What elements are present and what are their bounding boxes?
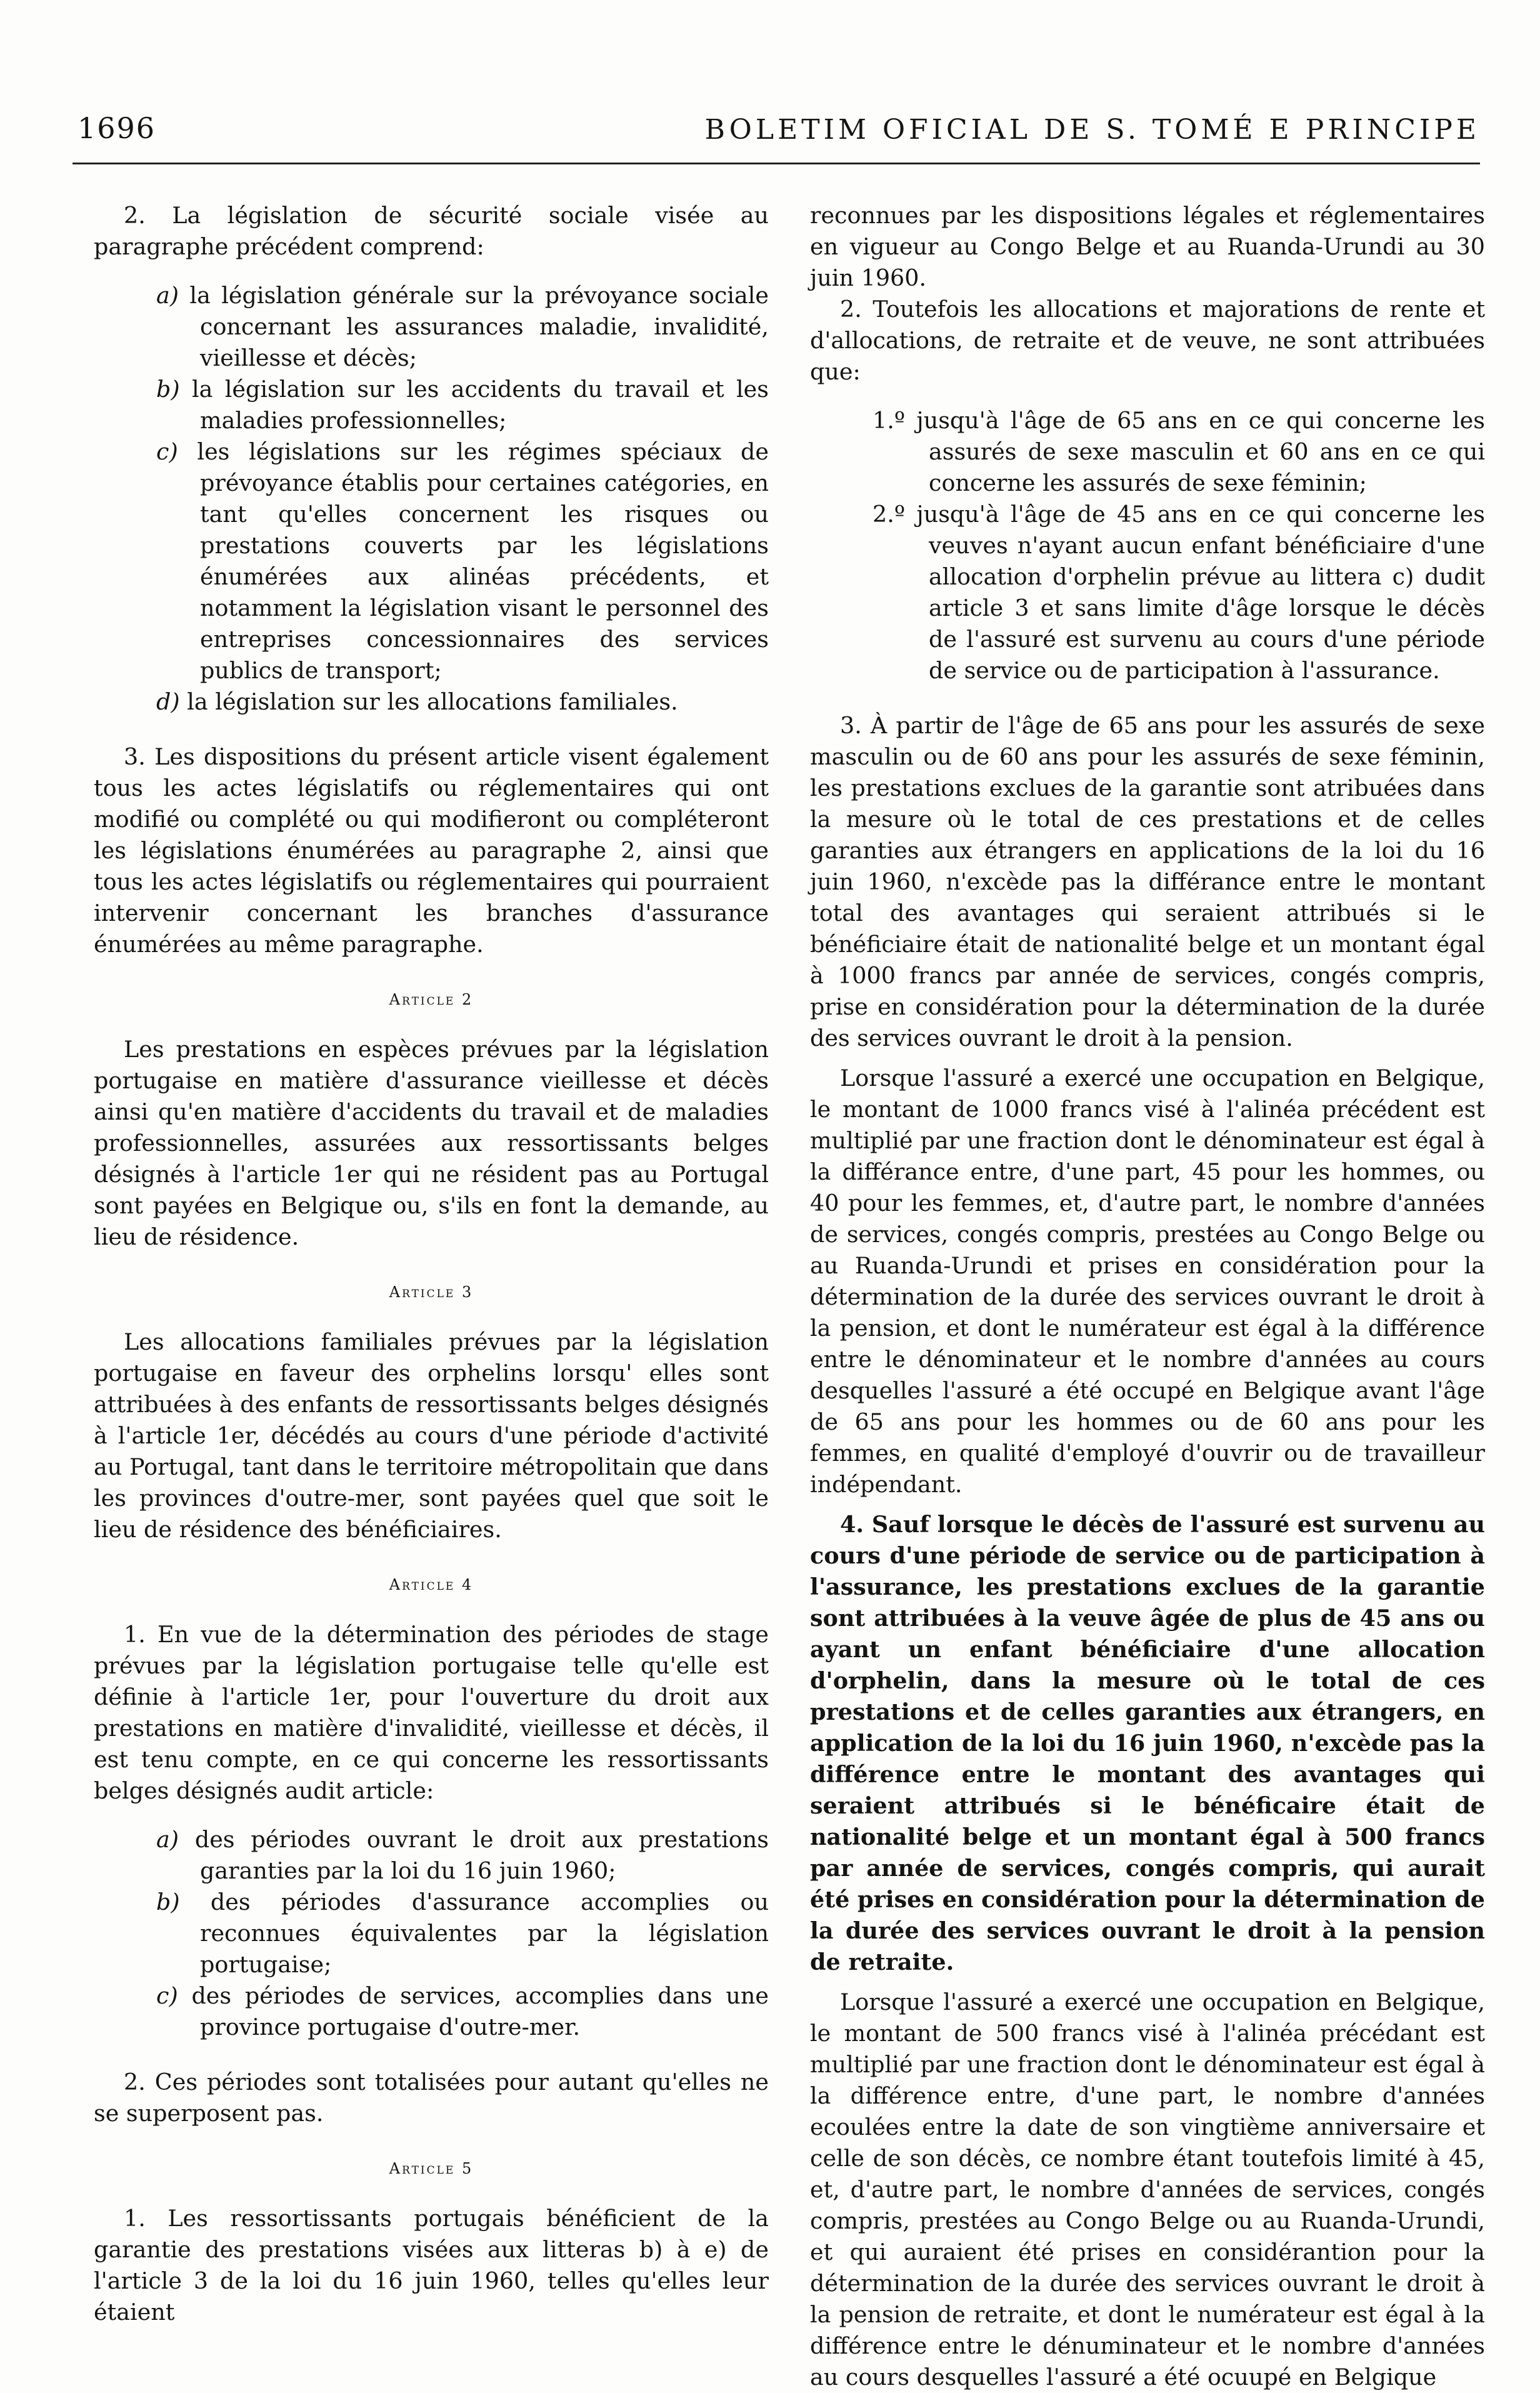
header-rule [72, 163, 1480, 164]
list-marker: a) [156, 282, 179, 309]
age-limit-list [810, 405, 1485, 686]
right-column [810, 200, 1485, 2393]
list-item [94, 1980, 769, 2043]
article-4-paragraph-2: 2. Ces périodes sont totalisées pour autant qu'elles ne se superposent pas. [94, 2069, 769, 2127]
paragraph-2: 2. La législation de sécurité sociale visée au paragraphe précédent comprend: [94, 202, 769, 260]
list-item-text: la législation sur les allocations familiales. [187, 688, 678, 715]
list-item [94, 686, 769, 718]
page-header [0, 0, 1540, 188]
list-marker: b) [156, 1889, 180, 1915]
paragraph-4: 4. Sauf lorsque le décès de l'assuré est survenu au cours d'une période de service ou de participation à l'assurance, les prestations exclues de la garantie sont attribuées à la veuve âgée de plus de 45 ans ou ayant un enfant bénéficiaire d'une allocation d'orphelin, dans la mesure où le total de ces prestations et de celles garanties aux étrangers, en application de la loi du 16 juin 1960, n'excède pas la différence entre le montant des avantages qui seraient attribués si le bénéficaire était de nationalité belge et un montant égal à 500 francs par année de services, congés compris, qui aurait été prises en considération pour la détermination de la durée des services ouvrant le droit à la pension de retraite. [810, 1511, 1485, 1975]
list-marker: d) [156, 688, 180, 715]
list-item-text: jusqu'à l'âge de 45 ans en ce qui concerne les veuves n'ayant aucun enfant bénéficiaire d'une allocation d'orphelin prévue au littera c) dudit article 3 et sans limite d'âge lorsque le décès de l'assuré est survenu au cours d'une période de service ou de participation à l'assurance. [916, 501, 1485, 684]
list-item-text: des périodes de services, accomplies dans une province portugaise d'outre-mer. [191, 1982, 769, 2040]
left-column [94, 200, 769, 2328]
legislation-list [94, 280, 769, 718]
article-5-paragraph-1: 1. Les ressortissants portugais bénéficient de la garantie des prestations visées aux litteras b) à e) de l'article 3 de la loi du 16 juin 1960, telles qu'elles leur étaient [94, 2205, 769, 2325]
article-4-paragraph-1: 1. En vue de la détermination des périodes de stage prévues par la législation portugaise telle qu'elle est définie à l'article 1er, pour l'ouverture du droit aux prestations en matière d'invalidité, vieillesse et décès, il est tenu compte, en ce qui concerne les ressortissants belges désignés audit article: [94, 1621, 769, 1804]
article-2-heading: Article 2 [389, 991, 474, 1008]
paragraph-3: 3. À partir de l'âge de 65 ans pour les assurés de sexe masculin ou de 60 ans pour les assurés de sexe féminin, les prestations exclues de la garantie sont atribuées dans la mesure où le total de ces prestations et de celles garanties aux étrangers en applications de la loi du 16 juin 1960, n'excède pas la différance entre le montant total des avantages qui seraient attribués si le bénéficiaire était de nationalité belge et un montant égal à 1000 francs par année de services, congés compris, prise en considération pour la détermination de la durée des services ouvrant le droit à la pension. [810, 712, 1485, 1051]
list-marker: c) [156, 438, 178, 465]
list-item [810, 405, 1485, 499]
paragraph-2: 2. Toutefois les allocations et majorations de rente et d'allocations, de retraite et de veuve, ne sont attribuées que: [810, 296, 1485, 385]
article-4-heading: Article 4 [389, 1576, 474, 1593]
list-item-text: jusqu'à l'âge de 65 ans en ce qui concerne les assurés de sexe masculin et 60 ans en ce qui concerne les assurés de sexe féminin; [916, 407, 1485, 496]
list-marker: c) [156, 1982, 178, 2009]
list-marker: 2.º [872, 501, 905, 528]
list-item-text: des périodes d'assurance accomplies ou reconnues équivalentes par la législation portugaise; [200, 1889, 769, 1978]
periods-list [94, 1824, 769, 2043]
list-item [94, 436, 769, 686]
list-item [94, 1887, 769, 1980]
list-item-text: la législation sur les accidents du travail et les maladies professionnelles; [191, 376, 769, 434]
page-number: 1696 [78, 111, 156, 145]
article-5-heading: Article 5 [389, 2160, 474, 2177]
journal-title: BOLETIM OFICIAL DE S. TOMÉ E PRINCIPE [704, 114, 1480, 146]
paragraph-4-continued: Lorsque l'assuré a exercé une occupation en Belgique, le montant de 500 francs visé à l'alinéa précédant est multiplié par une fraction dont le dénominateur est égal à la différence entre, d'une part, le nombre d'années ecoulées entre la date de son vingtième anniversaire et celle de son décès, ce nombre étant toutefois limité à 45, et, d'autre part, le nombre d'années de services, congés compris, prestées au Congo Belge ou au Ruanda-Urundi, et qui auraient été prises en considérantion pour la détermination de la durée des services ouvrant le droit à la pension de retraite, et dont le numérateur est égal à la différence entre le dénuminateur et le nombre d'années au cours desquelles l'assuré a été ocuupé en Belgique [810, 1989, 1485, 2390]
article-2-text: Les prestations en espèces prévues par la législation portugaise en matière d'assurance vieillesse et décès ainsi qu'en matière d'accidents du travail et de maladies professionnelles, assurées aux ressortissants belges désignés à l'article 1er qui ne résident pas au Portugal sont payées en Belgique ou, s'ils en font la demande, au lieu de résidence. [94, 1036, 769, 1250]
list-marker: b) [156, 376, 180, 403]
list-marker: 1.º [872, 407, 905, 434]
list-item [94, 1824, 769, 1887]
paragraph-3: 3. Les dispositions du présent article visent également tous les actes législatifs ou réglementaires qui ont modifié ou complété ou qui modifieront ou compléteront les législations énumérées au paragraphe 2, ainsi que tous les actes législatifs ou réglementaires qui pourraient intervenir concernant les branches d'assurance énumérées au même paragraphe. [94, 743, 769, 958]
article-3-heading: Article 3 [389, 1283, 474, 1301]
list-item [810, 499, 1485, 686]
paragraph-3-continued: Lorsque l'assuré a exercé une occupation en Belgique, le montant de 1000 francs visé à l'alinéa précédent est multiplié par une fraction dont le dénominateur est égal à la différance entre, d'une part, 45 pour les hommes, ou 40 pour les femmes, et, d'autre part, le nombre d'années de services, congés compris, prestées au Congo Belge ou au Ruanda-Urundi et prises en considération pour la détermination de la durée des services ouvrant le droit à la pension, et dont le numérateur est égal à la différence entre le dénominateur et le nombre d'années au cours desquelles l'assuré a été occupé en Belgique avant l'âge de 65 ans pour les hommes ou de 60 ans pour les femmes, en qualité d'employé d'ouvrir ou de travailleur indépendant. [810, 1065, 1485, 1498]
list-item-text: les législations sur les régimes spéciaux de prévoyance établis pour certaines catégories, en tant qu'elles concernent les risques ou prestations couverts par les législations énumérées aux alinéas précédents, et notamment la législation visant le personnel des entreprises concessionnaires des services publics de transport; [197, 438, 769, 684]
list-item [94, 374, 769, 436]
list-marker: a) [156, 1826, 179, 1853]
article-3-text: Les allocations familiales prévues par la législation portugaise en faveur des orphelins lorsqu' elles sont attribuées à des enfants de ressortissants belges désignés à l'article 1er, décédés au cours d'une période d'activité au Portugal, tant dans le territoire métropolitain que dans les provinces d'outre-mer, sont payées quel que soit le lieu de résidence des bénéficiaires. [94, 1328, 769, 1543]
list-item-text: la législation générale sur la prévoyance sociale concernant les assurances maladie, invalidité, vieillesse et décès; [189, 282, 769, 371]
list-item [94, 280, 769, 374]
list-item-text: des périodes ouvrant le droit aux prestations garanties par la loi du 16 juin 1960; [194, 1826, 769, 1884]
paragraph-continuation: reconnues par les dispositions légales et réglementaires en vigueur au Congo Belge et au Ruanda-Urundi au 30 juin 1960. [810, 202, 1485, 291]
